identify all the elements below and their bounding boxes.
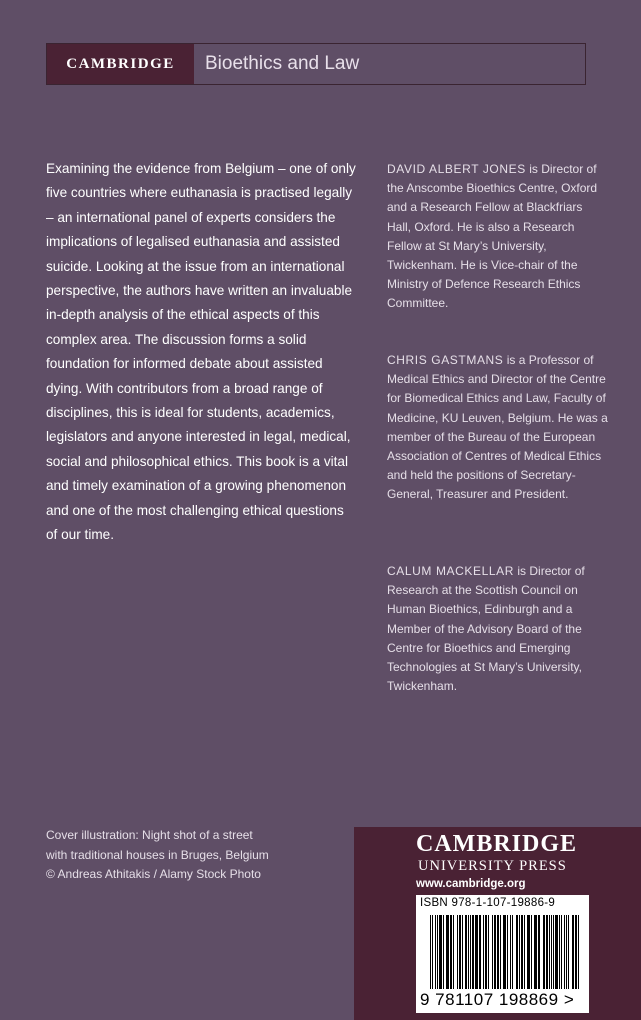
barcode-bar bbox=[479, 915, 480, 989]
series-brand-logo: CAMBRIDGE bbox=[47, 44, 194, 84]
publisher-url[interactable]: www.cambridge.org bbox=[416, 878, 526, 890]
barcode-bar bbox=[485, 915, 487, 989]
barcode-bar bbox=[446, 915, 447, 989]
barcode-bar bbox=[559, 915, 560, 989]
barcode-bars bbox=[430, 915, 580, 989]
author-name: CHRIS GASTMANS bbox=[387, 353, 504, 367]
barcode-bar bbox=[531, 915, 532, 989]
barcode-bar bbox=[575, 915, 578, 989]
barcode-bar bbox=[500, 915, 501, 989]
author-bio bbox=[387, 351, 609, 505]
barcode-bar bbox=[561, 915, 563, 989]
series-banner bbox=[46, 43, 586, 85]
barcode-bar bbox=[507, 915, 508, 989]
barcode-bar bbox=[566, 915, 567, 989]
barcode-bar bbox=[488, 915, 489, 989]
barcode-bar bbox=[553, 915, 554, 989]
barcode-digits: 9 781107 198869 > bbox=[420, 990, 575, 1009]
barcode-bar bbox=[521, 915, 523, 989]
barcode-bar bbox=[430, 915, 431, 989]
barcode-bar bbox=[457, 915, 458, 989]
barcode-bar bbox=[503, 915, 504, 989]
barcode-bar bbox=[546, 915, 548, 989]
barcode-bar bbox=[539, 915, 540, 989]
barcode-bar bbox=[435, 915, 437, 989]
barcode-bar bbox=[543, 915, 545, 989]
publisher-name: CAMBRIDGE bbox=[416, 831, 578, 857]
barcode-bar bbox=[453, 915, 454, 989]
author-name: DAVID ALBERT JONES bbox=[387, 162, 526, 176]
barcode-bar bbox=[472, 915, 474, 989]
barcode-bar bbox=[564, 915, 565, 989]
barcode-bar bbox=[475, 915, 478, 989]
book-blurb: Examining the evidence from Belgium – one of only five countries where euthanasia is practised legally – an international panel of experts considers the implications of legalised euthanasia and assisted suicide. Looking at the issue from an international perspective, the authors have written an invaluable in-depth analysis of the ethical aspects of this complex area. The discussion forms a solid foundation for informed debate about assisted dying. With contributors from a broad range of disciplines, this is ideal for students, academics, legislators and anyone interested in legal, medical, social and philosophical ethics. This book is a vital and timely examination of a growing phenomenon and one of the most challenging ethical questions of our time. bbox=[46, 161, 356, 543]
barcode-bar bbox=[534, 915, 537, 989]
barcode-bar bbox=[572, 915, 574, 989]
barcode-bar bbox=[447, 915, 449, 989]
author-bio-text: is Director of Research at the Scottish Council on Human Bioethics, Edinburgh and a Member of the Advisory Board of the Centre for Bioethics and Emerging Technologies at St Mary’s University, Twickenham. bbox=[387, 564, 585, 694]
publisher-block bbox=[354, 827, 641, 1020]
barcode-bar bbox=[551, 915, 552, 989]
series-title: Bioethics and Law bbox=[205, 53, 360, 74]
barcode-bar bbox=[450, 915, 452, 989]
cover-credit-line: Cover illustration: Night shot of a street bbox=[46, 828, 253, 842]
barcode-bar bbox=[483, 915, 484, 989]
barcode-bar bbox=[516, 915, 519, 989]
author-bio-text: is a Professor of Medical Ethics and Director of the Centre for Biomedical Ethics and Law, Faculty of Medicine, KU Leuven, Belgium. He was a member of the Bureau of the European Association of Centres of Medical Ethics and held the positions of Secretary-General, Treasurer and President. bbox=[387, 353, 608, 502]
cover-credit bbox=[46, 826, 336, 885]
barcode-bar bbox=[439, 915, 442, 989]
barcode-bar bbox=[512, 915, 513, 989]
barcode-bar bbox=[568, 915, 569, 989]
cover-credit-line: © Andreas Athitakis / Alamy Stock Photo bbox=[46, 867, 261, 881]
isbn-label: ISBN 978-1-107-19886-9 bbox=[420, 897, 556, 909]
author-bio-text: is Director of the Anscombe Bioethics Centre, Oxford and a Research Fellow at Blackfriars Hall, Oxford. He is also a Research Fellow at St Mary’s University, Twickenham. He is Vice-chair of the Ministry of Defence Research Ethics Committee. bbox=[387, 162, 598, 311]
barcode-bar bbox=[555, 915, 558, 989]
author-bio bbox=[387, 562, 609, 696]
author-bio bbox=[387, 160, 609, 314]
barcode-bar bbox=[578, 915, 579, 989]
barcode-bar bbox=[480, 915, 481, 989]
barcode-bar bbox=[432, 915, 433, 989]
barcode-bar bbox=[510, 915, 511, 989]
barcode-bar bbox=[527, 915, 528, 989]
author-name: CALUM MACKELLAR bbox=[387, 564, 515, 578]
barcode-bar bbox=[549, 915, 550, 989]
publisher-subname: UNIVERSITY PRESS bbox=[418, 858, 567, 874]
barcode-bar bbox=[538, 915, 539, 989]
barcode-bar bbox=[437, 915, 438, 989]
isbn-barcode bbox=[416, 895, 589, 1013]
barcode-bar bbox=[492, 915, 493, 989]
barcode-bar bbox=[443, 915, 444, 989]
barcode-bar bbox=[504, 915, 506, 989]
barcode-bar bbox=[462, 915, 463, 989]
barcode-bar bbox=[524, 915, 525, 989]
barcode-bar bbox=[497, 915, 499, 989]
barcode-bar bbox=[519, 915, 520, 989]
barcode-bar bbox=[459, 915, 462, 989]
barcode-bar bbox=[465, 915, 467, 989]
barcode-bar bbox=[528, 915, 530, 989]
barcode-bar bbox=[494, 915, 497, 989]
cover-credit-line: with traditional houses in Bruges, Belgium bbox=[46, 847, 269, 862]
barcode-bar bbox=[470, 915, 471, 989]
barcode-bar bbox=[468, 915, 469, 989]
